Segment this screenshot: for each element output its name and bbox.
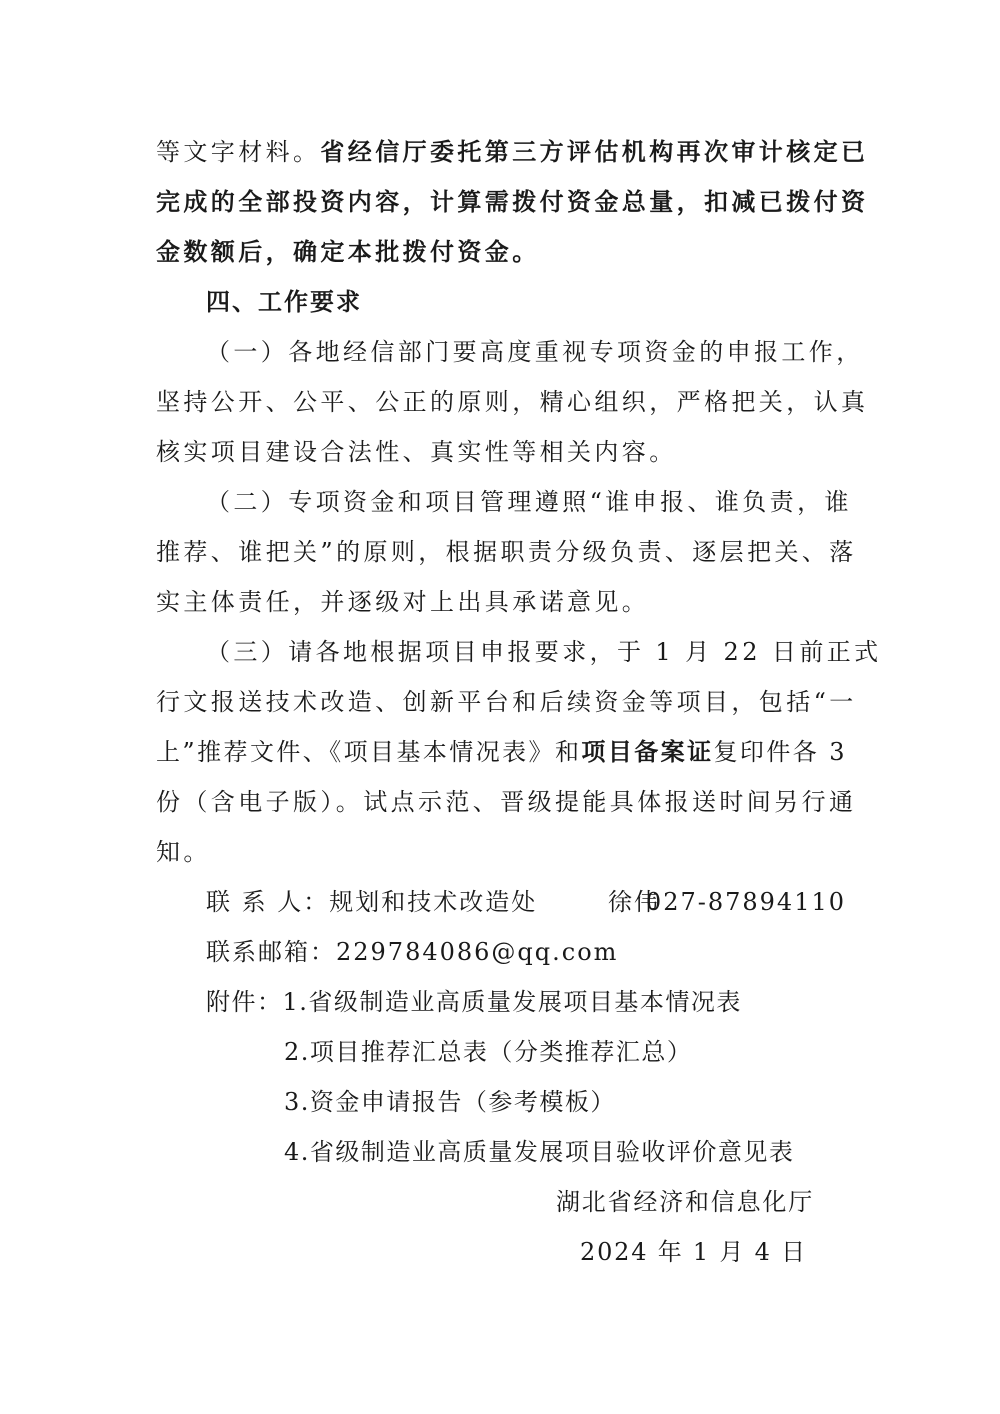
attachment-item: 3.资金申请报告（参考模板） <box>284 1088 616 1116</box>
attachment-item: 2.项目推荐汇总表（分类推荐汇总） <box>284 1038 693 1066</box>
item2-line: 推荐、谁把关”的原则，根据职责分级负责、逐层把关、落 <box>156 538 857 566</box>
issue-date: 2024 年 1 月 4 日 <box>580 1238 807 1266</box>
paragraph-line: 完成的全部投资内容，计算需拨付资金总量，扣减已拨付资 <box>156 187 869 216</box>
item1-line: 坚持公开、公平、公正的原则，精心组织，严格把关，认真 <box>156 388 869 416</box>
paragraph-text: 等文字材料。 <box>156 138 321 166</box>
paragraph-bold-text: 省经信厅委托第三方评估机构再次审计核定已 <box>320 137 869 166</box>
attachments-row <box>206 988 896 1016</box>
item2-line: 实主体责任，并逐级对上出具承诺意见。 <box>156 588 650 616</box>
attachment-item: 1.省级制造业高质量发展项目基本情况表 <box>282 988 742 1016</box>
item3-line: 知。 <box>156 838 211 866</box>
contact-person-label: 联 系 人： <box>206 888 330 916</box>
attachments-label: 附件： <box>206 988 283 1016</box>
section-heading: 四、工作要求 <box>206 287 362 316</box>
paragraph-line <box>156 137 869 166</box>
item1-line: 核实项目建设合法性、真实性等相关内容。 <box>156 438 677 466</box>
contact-email: 229784086@qq.com <box>336 938 619 966</box>
attachment-item: 4.省级制造业高质量发展项目验收评价意见表 <box>284 1138 795 1166</box>
contact-department: 规划和技术改造处 <box>329 888 538 916</box>
paragraph-line: 金数额后，确定本批拨付资金。 <box>156 237 540 266</box>
contact-person-row <box>206 888 846 916</box>
project-filing-certificate: 项目备案证 <box>581 737 714 766</box>
item3-text: 复印件各 3 <box>713 738 847 766</box>
item3-text: 上”推荐文件、《项目基本情况表》和 <box>156 738 582 766</box>
issuing-organization: 湖北省经济和信息化厅 <box>556 1188 814 1216</box>
contact-email-row <box>206 938 896 966</box>
item3-line <box>156 738 846 766</box>
item3-line: 行文报送技术改造、创新平台和后续资金等项目，包括“一 <box>156 688 857 716</box>
item2-line: （二）专项资金和项目管理遵照“谁申报、谁负责，谁 <box>206 488 852 516</box>
item1-line: （一）各地经信部门要高度重视专项资金的申报工作， <box>206 338 864 366</box>
item3-line: （三）请各地根据项目申报要求，于 1 月 22 日前正式 <box>206 638 882 666</box>
contact-email-label: 联系邮箱： <box>206 938 336 966</box>
contact-name: 徐伟 <box>608 888 660 916</box>
contact-phone: 027-87894110 <box>645 888 846 916</box>
item3-line: 份（含电子版）。试点示范、晋级提能具体报送时间另行通 <box>156 788 857 816</box>
